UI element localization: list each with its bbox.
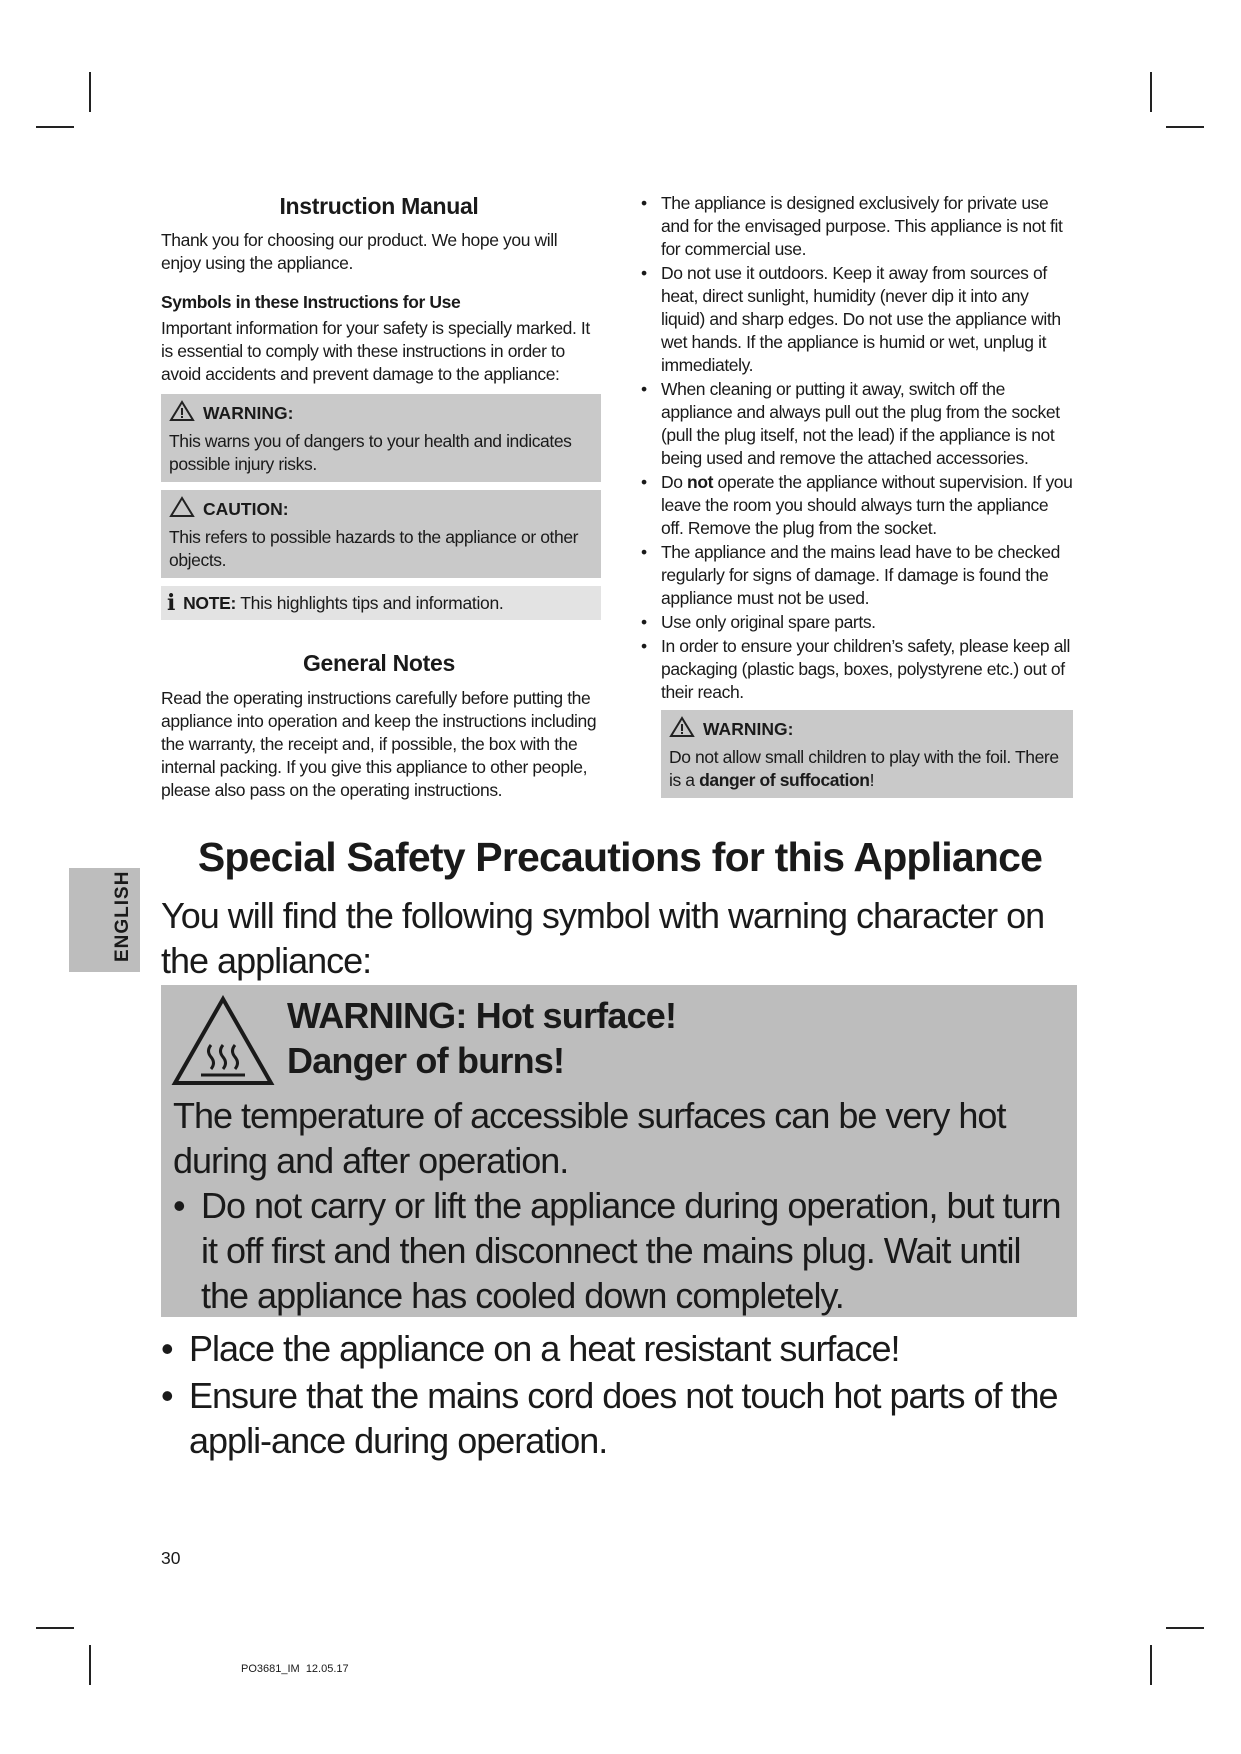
list-item: • Do not use it outdoors. Keep it away from sources of heat, direct sunlight, humidity (never dip it into any liquid) and sharp edges. Do not use the appliance with wet hands. If the appliance is humid or wet, unplug it immediately. bbox=[635, 262, 1075, 377]
hot-surface-text: The temperature of accessible surfaces can be very hot during and after operation. bbox=[173, 1095, 1006, 1181]
list-item: • Ensure that the mains cord does not touch hot parts of the appli-ance during operation. bbox=[161, 1373, 1061, 1463]
hot-surface-bullet-list bbox=[173, 1183, 1063, 1318]
caution-label: CAUTION: bbox=[203, 499, 289, 519]
crop-mark bbox=[1166, 126, 1204, 128]
warning-emphasis: danger of suffocation bbox=[699, 770, 870, 790]
general-notes-title: General Notes bbox=[302, 650, 456, 676]
warning-triangle-icon bbox=[669, 716, 695, 743]
warning-text: Do not allow small children to play with the foil. There is a bbox=[669, 747, 1059, 790]
bullet-text: operate the appliance without supervision. If you leave the room you should always turn the appliance off. Remove the plug from the socket. bbox=[661, 472, 1073, 538]
list-item: • The appliance is designed exclusively for private use and for the envisaged purpose. This appliance is not fit for commercial use. bbox=[635, 192, 1075, 261]
list-item: • Place the appliance on a heat resistant surface! bbox=[161, 1326, 1061, 1371]
note-box bbox=[161, 586, 601, 620]
bullet-prefix: Do bbox=[661, 472, 683, 492]
hot-surface-heading: WARNING: Hot surface! bbox=[287, 995, 677, 1036]
language-tab-label: ENGLISH bbox=[112, 870, 133, 962]
caution-text: This refers to possible hazards to the appliance or other objects. bbox=[169, 527, 579, 570]
hot-surface-icon bbox=[171, 995, 275, 1092]
note-text: This highlights tips and information. bbox=[240, 592, 504, 613]
crop-mark bbox=[36, 1627, 74, 1629]
suffocation-warning-box bbox=[661, 710, 1073, 798]
suffocation-warning-text bbox=[669, 746, 1065, 792]
warning-end: ! bbox=[869, 770, 875, 790]
warning-label: WARNING: bbox=[203, 403, 294, 423]
special-bullet-list bbox=[161, 1326, 1061, 1463]
safety-bullet-list bbox=[635, 192, 1075, 704]
list-item: • When cleaning or putting it away, switch off the appliance and always pull out the plug from the socket (pull the plug itself, not the lead) if the appliance is not being used and remove the attached accessories. bbox=[635, 378, 1075, 470]
crop-mark bbox=[1150, 1645, 1152, 1685]
note-label: NOTE: bbox=[183, 592, 237, 613]
burn-danger-heading: Danger of burns! bbox=[287, 1040, 565, 1081]
list-item: • The appliance and the mains lead have to be checked regularly for signs of damage. If damage is found the appliance must not be used. bbox=[635, 541, 1075, 610]
left-column bbox=[161, 193, 597, 802]
crop-mark bbox=[89, 1645, 91, 1685]
right-column bbox=[635, 192, 1075, 798]
intro-text: Thank you for choosing our product. We hope you will enjoy using the appliance. bbox=[161, 230, 558, 273]
hot-surface-warning-box bbox=[161, 985, 1077, 1317]
special-safety-title: Special Safety Precautions for this Appliance bbox=[197, 834, 1043, 880]
warning-label: WARNING: bbox=[703, 719, 794, 739]
crop-mark bbox=[1166, 1627, 1204, 1629]
caution-triangle-icon bbox=[169, 496, 195, 523]
bullet-emphasis: not bbox=[687, 472, 714, 492]
page-number: 30 bbox=[161, 1548, 181, 1568]
caution-box bbox=[161, 490, 601, 578]
document-code: PO3681_IM 12.05.17 bbox=[241, 1663, 349, 1675]
list-item bbox=[635, 471, 1075, 540]
crop-mark bbox=[1150, 72, 1152, 112]
warning-triangle-icon bbox=[169, 400, 195, 427]
symbols-heading: Symbols in these Instructions for Use bbox=[161, 292, 461, 312]
general-notes-text: Read the operating instructions carefully before putting the appliance into operation and keep the instructions including the warranty, the receipt and, if possible, the box with the internal packing. If you give this appliance to other people, please also pass on the operating instructions. bbox=[161, 688, 597, 800]
warning-box bbox=[161, 394, 601, 482]
list-item: • Do not carry or lift the appliance during operation, but turn it off first and then disconnect the mains plug. Wait until the appliance has cooled down completely. bbox=[173, 1183, 1063, 1318]
symbols-text: Important information for your safety is specially marked. It is essential to comply with these instructions in order to avoid accidents and prevent damage to the appliance: bbox=[161, 318, 590, 384]
list-item: • In order to ensure your children’s safety, please keep all packaging (plastic bags, boxes, polystyrene etc.) out of their reach. bbox=[635, 635, 1075, 704]
info-icon: i bbox=[167, 590, 176, 616]
instruction-manual-title: Instruction Manual bbox=[279, 193, 479, 219]
special-safety-intro: You will find the following symbol with warning character on the appliance: bbox=[161, 895, 1045, 981]
warning-text: This warns you of dangers to your health and indicates possible injury risks. bbox=[169, 431, 572, 474]
crop-mark bbox=[36, 126, 74, 128]
list-item: • Use only original spare parts. bbox=[635, 611, 1075, 634]
crop-mark bbox=[89, 72, 91, 112]
